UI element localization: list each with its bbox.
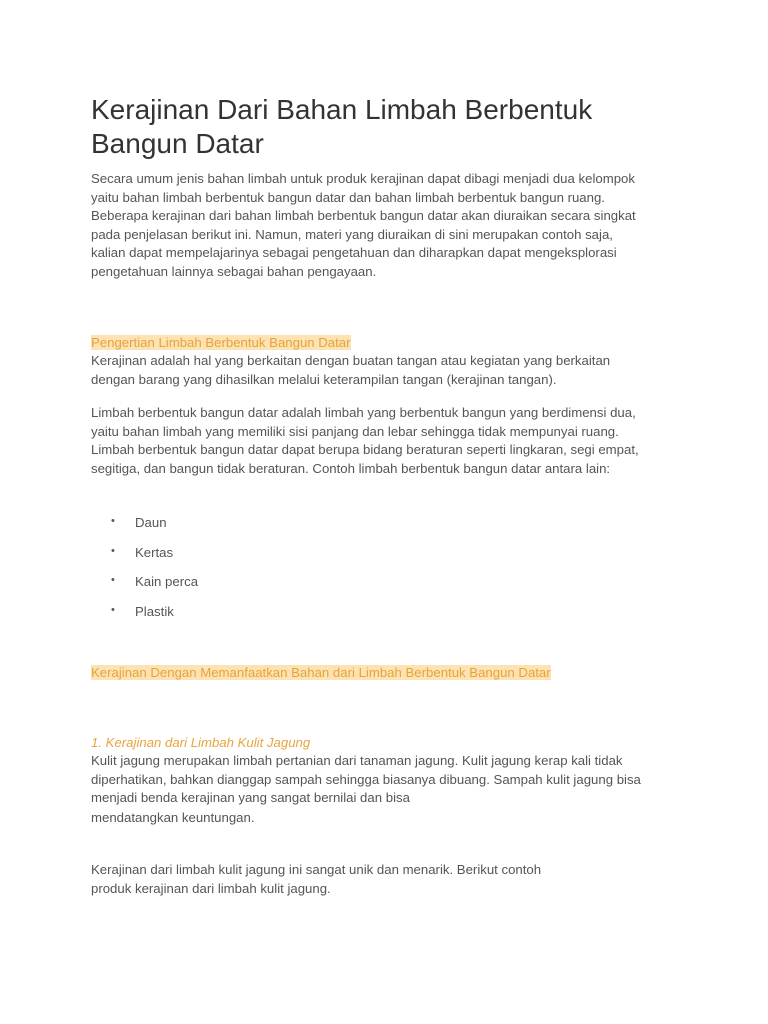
page-title: Kerajinan Dari Bahan Limbah Berbentuk Bangun Datar <box>91 94 593 159</box>
intro-paragraph: Secara umum jenis bahan limbah untuk produk kerajinan dapat dibagi menjadi dua kelompok yaitu bahan limbah berbentuk bangun datar dan bahan limbah berbentuk bangun ruang. Beberapa kerajinan dari bahan limbah berbentuk bangun datar akan diuraikan secara singkat pada penjelasan berikut ini. Namun, materi yang diuraikan di sini merupakan contoh saja, kalian dapat mempelajarinya sebagai pengetahuan dan diharapkan dapat mengeksplorasi pengetahuan lainnya sebagai bahan pengayaan. <box>91 171 636 279</box>
subheading: 1. Kerajinan dari Limbah Kulit Jagung <box>91 735 311 750</box>
section-heading: Pengertian Limbah Berbentuk Bangun Datar <box>91 335 351 350</box>
list-item: • Plastik <box>91 604 198 634</box>
bullet-list <box>91 515 198 633</box>
list-item: • Kertas <box>91 545 198 575</box>
section-heading: Kerajinan Dengan Memanfaatkan Bahan dari Limbah Berbentuk Bangun Datar <box>91 665 551 680</box>
paragraph: produk kerajinan dari limbah kulit jagung. <box>91 881 331 896</box>
paragraph: Kerajinan adalah hal yang berkaitan dengan buatan tangan atau kegiatan yang berkaitan dengan barang yang dihasilkan melalui keterampilan tangan (kerajinan tangan). <box>91 353 611 387</box>
list-item: • Kain perca <box>91 574 198 604</box>
paragraph: Kerajinan dari limbah kulit jagung ini sangat unik dan menarik. Berikut contoh <box>91 862 542 877</box>
paragraph: Limbah berbentuk bangun datar adalah limbah yang berbentuk bangun yang berdimensi dua, yaitu bahan limbah yang memiliki sisi panjang dan lebar sehingga tidak mempunyai ruang. Limbah berbentuk bangun datar dapat berupa bidang beraturan seperti lingkaran, segi empat, segitiga, dan bangun tidak beraturan. Contoh limbah berbentuk bangun datar antara lain: <box>91 405 639 476</box>
paragraph: mendatangkan keuntungan. <box>91 810 255 825</box>
paragraph: Kulit jagung merupakan limbah pertanian dari tanaman jagung. Kulit jagung kerap kali tidak diperhatikan, bahkan dianggap sampah sehingga biasanya dibuang. Sampah kulit jagung bisa menjadi benda kerajinan yang sangat bernilai dan bisa <box>91 753 641 806</box>
list-item: • Daun <box>91 515 198 545</box>
